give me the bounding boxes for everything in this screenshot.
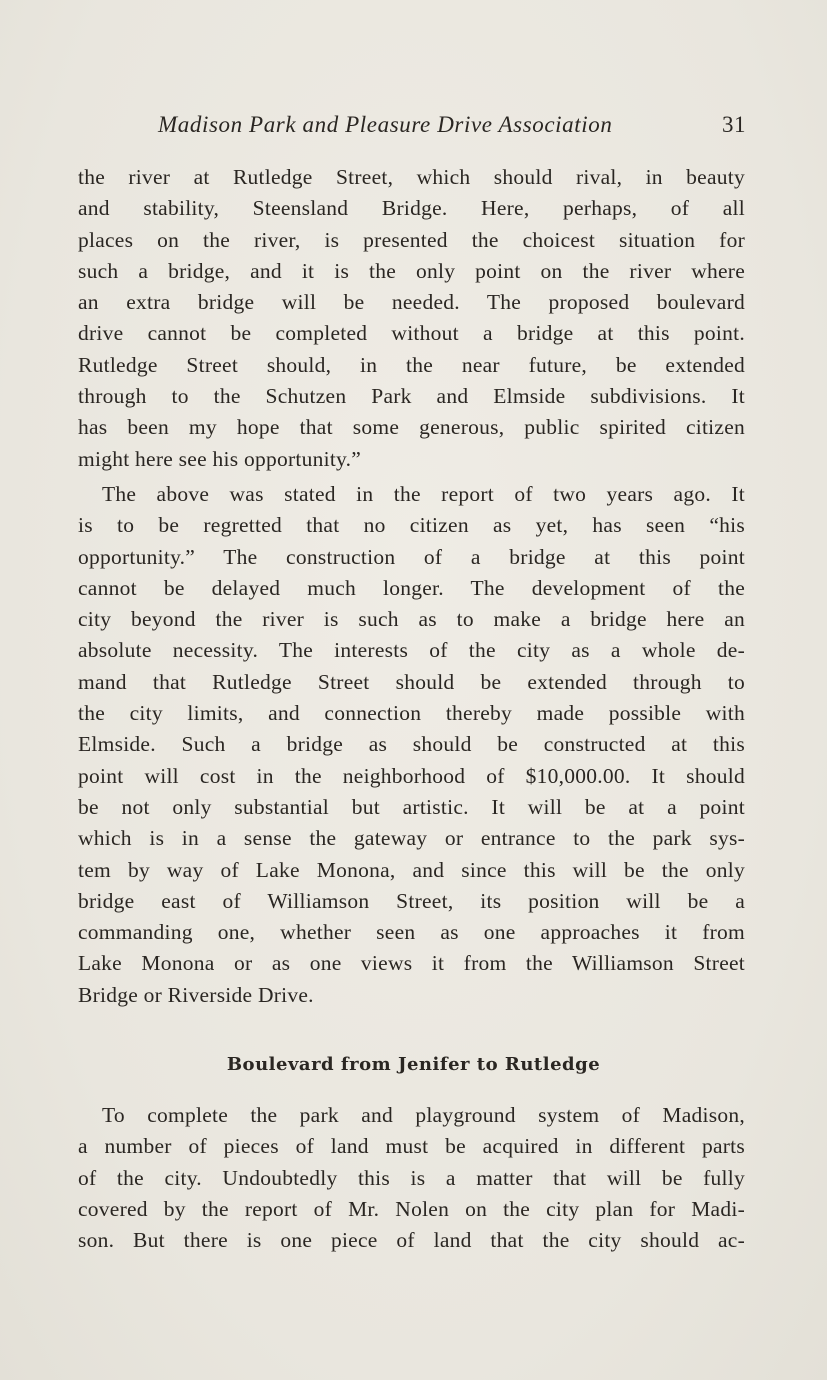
- text-line: places on the river, is presented the choicest situation for: [78, 227, 745, 252]
- text-line: Rutledge Street should, in the near future, be extended: [78, 352, 745, 377]
- text-line: through to the Schutzen Park and Elmside subdivisions. It: [78, 384, 745, 409]
- text-line: which is in a sense the gateway or entrance to the park sys-: [78, 826, 745, 851]
- text-line: cannot be delayed much longer. The development of the: [78, 575, 745, 600]
- text-line: of the city. Undoubtedly this is a matter that will be fully: [78, 1165, 745, 1190]
- text-line: point will cost in the neighborhood of $10,000.00. It should: [78, 763, 745, 788]
- paragraph-1: [78, 162, 745, 475]
- text-line: a number of pieces of land must be acquired in different parts: [78, 1134, 745, 1159]
- text-line: Lake Monona or as one views it from the Williamson Street: [78, 951, 745, 976]
- text-line: Elmside. Such a bridge as should be constructed at this: [78, 732, 745, 757]
- text-line: commanding one, whether seen as one approaches it from: [78, 920, 745, 945]
- text-line: the city limits, and connection thereby made possible with: [78, 701, 745, 726]
- text-line: opportunity.” The construction of a bridge at this point: [78, 544, 745, 569]
- page-number: 31: [722, 112, 746, 137]
- text-line: city beyond the river is such as to make a bridge here an: [78, 607, 745, 632]
- text-line: might here see his opportunity.”: [78, 446, 362, 471]
- text-line: drive cannot be completed without a bridge at this point.: [78, 321, 745, 346]
- text-line: has been my hope that some generous, public spirited citizen: [78, 415, 745, 440]
- running-title: Madison Park and Pleasure Drive Association: [158, 112, 613, 137]
- text-line: tem by way of Lake Monona, and since this will be the only: [78, 857, 745, 882]
- text-line: the river at Rutledge Street, which should rival, in beauty: [78, 165, 745, 189]
- text-line: absolute necessity. The interests of the city as a whole de-: [78, 638, 745, 663]
- text-line: is to be regretted that no citizen as yet, has seen “his: [78, 513, 745, 538]
- text-line: Bridge or Riverside Drive.: [78, 982, 314, 1007]
- paragraph-2: [78, 479, 745, 1011]
- text-line: bridge east of Williamson Street, its position will be a: [78, 888, 745, 913]
- text-line: To complete the park and playground system of Madison,: [102, 1103, 745, 1127]
- text-line: son. But there is one piece of land that the city should ac-: [78, 1228, 745, 1253]
- text-line: mand that Rutledge Street should be extended through to: [78, 669, 745, 694]
- text-line: an extra bridge will be needed. The proposed boulevard: [78, 290, 745, 315]
- paragraph-3: [78, 1100, 745, 1256]
- text-line: and stability, Steensland Bridge. Here, perhaps, of all: [78, 196, 745, 221]
- text-line: covered by the report of Mr. Nolen on the city plan for Madi-: [78, 1196, 745, 1221]
- running-header: [78, 108, 748, 142]
- section-heading: Boulevard from Jenifer to Rutledge: [226, 1054, 601, 1075]
- text-line: The above was stated in the report of two years ago. It: [102, 482, 745, 506]
- text-line: such a bridge, and it is the only point on the river where: [78, 258, 745, 283]
- text-line: be not only substantial but artistic. It will be at a point: [78, 794, 745, 819]
